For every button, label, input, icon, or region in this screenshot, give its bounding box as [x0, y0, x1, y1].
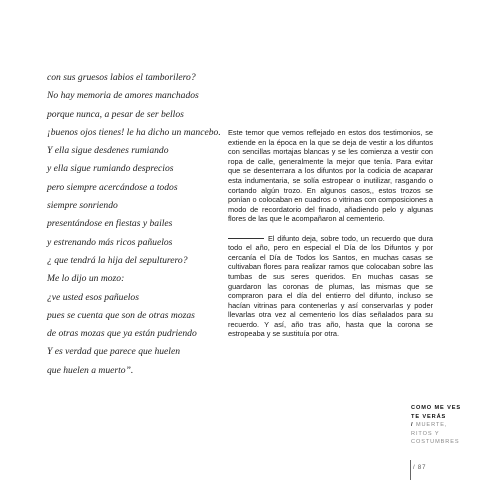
poem-line: Y es verdad que parece que huelen — [47, 346, 181, 358]
section-title-line-1: COMO ME VES — [411, 405, 461, 411]
poem-line: presentándose en fiestas y bailes — [47, 218, 173, 230]
section-subtitle-text-1: MUERTE, — [415, 422, 448, 429]
poem-line: y ella sigue rumiando desprecios — [47, 163, 174, 175]
poem-line: Me lo dijo un mozo: — [47, 273, 125, 285]
poem-block — [47, 69, 222, 380]
poem-line: siempre sonriendo — [47, 200, 118, 212]
poem-line: ¿ que tendrá la hija del sepulturero? — [47, 254, 188, 266]
prose-paragraph-2: El difunto deja, sobre todo, un recuerdo que dura todo el año, pero en especial el Día de los Difuntos y por cercanía el Día de Todos los Santos, en muchas casas se cultivaban flores para realizar ramos que colocaban sobre las tumbas de sus seres queridos. En muchas casas se guardaron las coronas de plumas, las mismas que se compraron para el día del entierro del difunto, incluso se hacían vitrinas para contenerlas y así conservarlas y poder llevarlas otra vez al cementerio los días señalados para su recuerdo. Y así, año tras año, hasta que la corona se estropeaba y se sustituía por otra. — [228, 233, 433, 339]
poem-line: ¿ve usted esos pañuelos — [47, 291, 139, 303]
section-title-line-2: TE VERÁS — [411, 413, 447, 420]
poem-line: de otras mozas que ya están pudriendo — [47, 328, 197, 340]
poem-line: pero siempre acercándose a todos — [47, 181, 178, 193]
section-subtitle-line-1 — [411, 421, 471, 430]
poem-line: con sus gruesos labios el tamborilero? — [47, 72, 196, 83]
section-subtitle-line-2: RITOS Y — [411, 430, 440, 437]
poem-line: No hay memoria de amores manchados — [47, 90, 199, 102]
section-subtitle-line-3: COSTUMBRES — [411, 439, 460, 446]
poem-line: Y ella sigue desdenes rumiando — [47, 145, 169, 157]
poem-line: y estrenando más ricos pañuelos — [47, 236, 173, 248]
prose-paragraph-2-wrapper — [228, 234, 433, 340]
prose-paragraph-1: Este temor que vemos reflejado en estos dos testimonios, se extiende en la época en la que se deja de vestir a los difuntos con sencillas mortajas blancas y se les comienza a vestir con ropa de calle, generalmente la mejor que tenía. Para evitar que se desenterrara a los difuntos por la codicia de acaparar esta indumentaria, se solía estropear o inutilizar, rasgando o cortando algún trozo. En algunos casos,, estos trozos se ponían o colocaban en cuadros o vitrinas con composiciones a modo de recordatorio del finado, añadiendo pelo y algunas flores de las que le acompañaron al cementerio. — [228, 128, 433, 224]
poem-line: que huelen a muerto”. — [47, 364, 134, 376]
poem-line: porque nunca, a pesar de ser bellos — [47, 108, 184, 120]
indent-rule — [228, 238, 264, 239]
slash-mark: / — [411, 422, 414, 429]
prose-column — [228, 128, 433, 349]
footer-divider — [410, 460, 411, 480]
poem-line: pues se cuenta que son de otras mozas — [47, 309, 195, 321]
page-number: / 87 — [413, 465, 427, 471]
section-label — [411, 404, 471, 447]
poem-line: ¡buenos ojos tienes! le ha dicho un mancebo. — [47, 126, 221, 138]
